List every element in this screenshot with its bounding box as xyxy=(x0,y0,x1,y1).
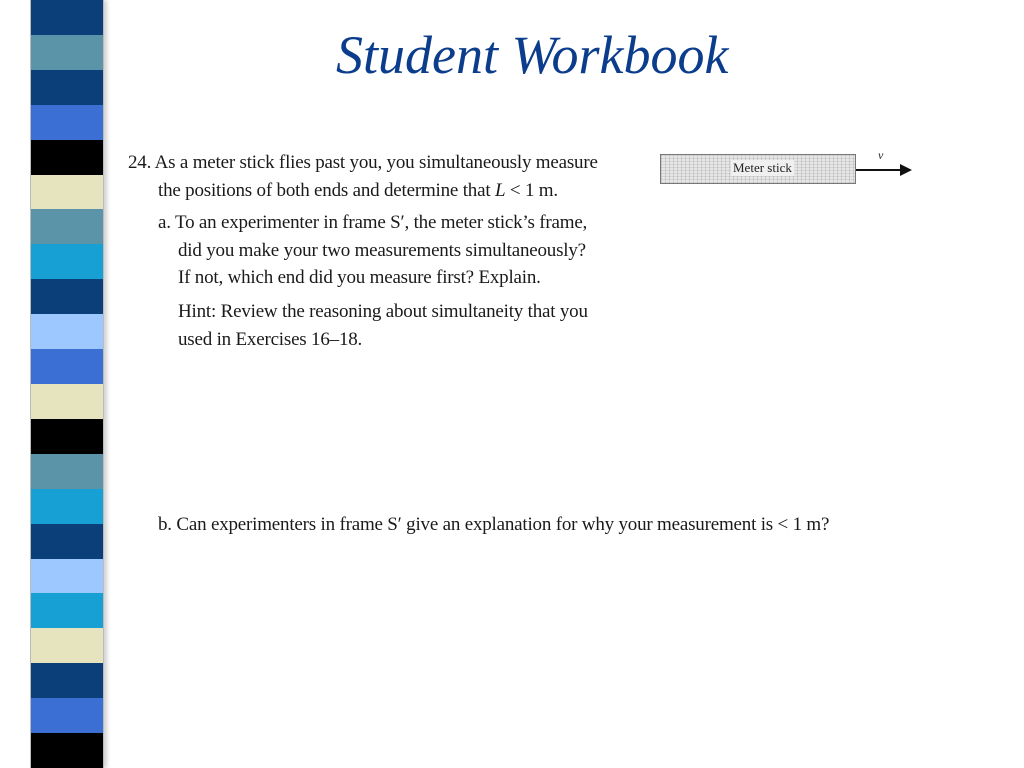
exercise-24-line-2 xyxy=(158,180,558,202)
part-a-line-2: did you make your two measurements simultaneously? xyxy=(178,240,586,261)
stripe-segment xyxy=(31,175,103,210)
stripe-segment xyxy=(31,0,103,35)
stripe-segment xyxy=(31,349,103,384)
part-b-line: b. Can experimenters in frame S′ give an explanation for why your measurement is < 1 m? xyxy=(158,514,830,535)
velocity-arrow-icon xyxy=(900,164,912,176)
length-variable: L xyxy=(494,180,506,201)
decorative-stripe-bar xyxy=(30,0,104,768)
stripe-segment xyxy=(31,384,103,419)
exercise-24-line-1: 24. As a meter stick flies past you, you simultaneously measure xyxy=(128,152,598,173)
stripe-segment xyxy=(31,70,103,105)
stripe-segment xyxy=(31,105,103,140)
stripe-segment xyxy=(31,698,103,733)
part-a-line-3: If not, which end did you measure first? Explain. xyxy=(178,267,541,288)
stripe-segment xyxy=(31,663,103,698)
stripe-segment xyxy=(31,628,103,663)
stripe-segment xyxy=(31,279,103,314)
line-2-text-post: < 1 m. xyxy=(505,180,558,201)
workbook-excerpt xyxy=(114,140,914,560)
stripe-segment xyxy=(31,524,103,559)
hint-line-2: used in Exercises 16–18. xyxy=(178,329,363,350)
stripe-segment xyxy=(31,140,103,175)
stripe-segment xyxy=(31,209,103,244)
stripe-segment xyxy=(31,454,103,489)
velocity-label: v xyxy=(878,148,884,162)
stripe-segment xyxy=(31,314,103,349)
velocity-arrow-shaft xyxy=(856,169,902,171)
stripe-segment xyxy=(31,593,103,628)
meter-stick-figure xyxy=(660,154,856,184)
stripe-segment xyxy=(31,489,103,524)
stripe-segment xyxy=(31,244,103,279)
stripe-segment xyxy=(31,419,103,454)
hint-line-1: Hint: Review the reasoning about simultaneity that you xyxy=(178,301,588,322)
part-a-line-1: a. To an experimenter in frame S′, the meter stick’s frame, xyxy=(158,212,588,233)
meter-stick-label: Meter stick xyxy=(733,160,792,175)
line-2-text-pre: the positions of both ends and determine that xyxy=(158,180,495,201)
stripe-segment xyxy=(31,733,103,768)
stripe-segment xyxy=(31,35,103,70)
slide-title: Student Workbook xyxy=(336,25,729,85)
stripe-segment xyxy=(31,559,103,594)
